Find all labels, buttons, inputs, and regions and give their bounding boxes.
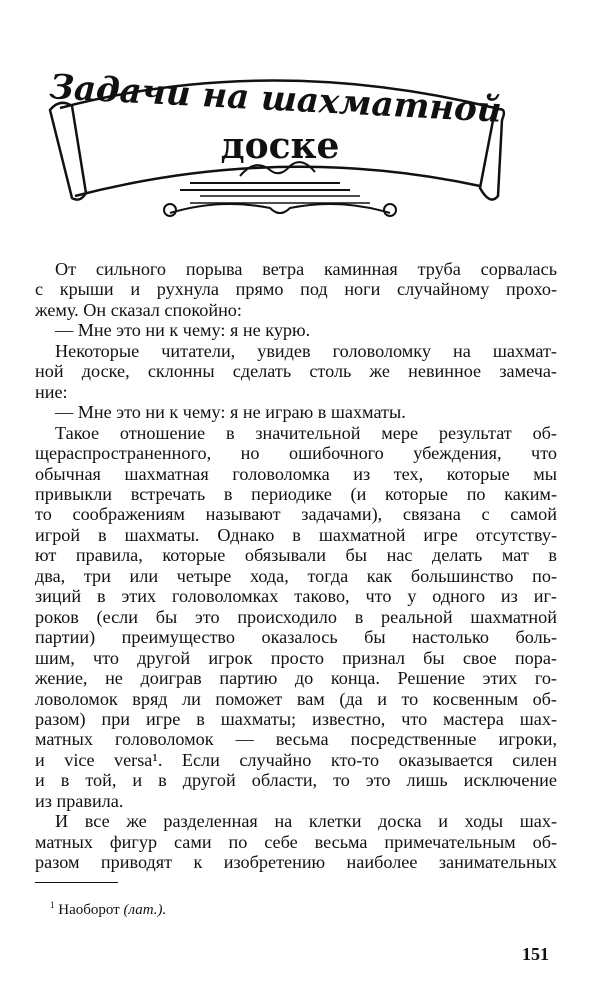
text-line: шим, что другой игрок просто признал бы свое пора- — [35, 647, 557, 668]
chapter-title-line-2: доске — [220, 125, 340, 167]
text-line: Такое отношение в значительной мере результат об- — [55, 422, 557, 443]
text-line: — Мне это ни к чему: я не играю в шахматы. — [55, 402, 406, 423]
text-line: два, три или четыре хода, тогда как большинство по- — [35, 565, 557, 586]
footnote-note: (лат.). — [123, 902, 167, 918]
footnote — [50, 902, 166, 919]
text-line: из правила. — [35, 790, 124, 811]
text-line: ют правила, которые обязывали бы нас делать мат в — [35, 545, 557, 566]
scroll-bottom-edge — [75, 167, 480, 196]
page-number: 151 — [522, 944, 549, 964]
footnote-separator — [35, 882, 118, 883]
text-line: зиций в этих головоломках таково, что у одного из иг- — [35, 586, 557, 607]
text-line: разом приводят к изобретению наиболее занимательных — [35, 852, 557, 873]
ornament-bottom — [170, 204, 390, 213]
text-line: разом) при игре в шахматы; известно, что мастера шах- — [35, 708, 557, 729]
text-line: Некоторые читатели, увидев головоломку на шахмат- — [55, 340, 557, 361]
text-line: обычная шахматная головоломка из тех, которые мы — [35, 463, 557, 484]
chapter-title-banner — [40, 58, 510, 233]
footnote-marker: 1 — [50, 900, 55, 910]
text-line: и в той, и в другой области, то это лишь исключение — [35, 770, 557, 791]
text-line: жему. Он сказал спокойно: — [35, 299, 242, 320]
chapter-title-line-1: Задачи на шахматной — [48, 67, 503, 131]
text-line: ние: — [35, 381, 68, 402]
footnote-text: Наоборот — [58, 902, 120, 918]
text-line: игрой в шахматы. Однако в шахматной игре отсутству- — [35, 524, 557, 545]
text-line: матных фигур сами по себе весьма примечательным об- — [35, 831, 557, 852]
text-line: с крыши и рухнула прямо под ноги случайному прохо- — [35, 279, 557, 300]
text-line: роков (если бы это происходило в реальной шахматной — [35, 606, 557, 627]
text-line: жение, не доиграв партию до конца. Решение этих го- — [35, 668, 557, 689]
text-line: От сильного порыва ветра каминная труба сорвалась — [55, 259, 557, 279]
text-line: партии) преимущество оказалось бы настолько боль- — [35, 627, 557, 648]
text-line: ной доске, склонны сделать столь же невинное замеча- — [35, 361, 557, 382]
text-line: матных головоломок — весьма посредственные игроки, — [35, 729, 557, 750]
text-line: И все же разделенная на клетки доска и ходы шах- — [55, 811, 557, 832]
text-line: ловоломок вряд ли поможет вам (да и то косвенным об- — [35, 688, 557, 709]
text-line: и vice versa¹. Если случайно кто-то оказывается силен — [35, 749, 557, 770]
text-line: — Мне это ни к чему: я не курю. — [55, 320, 311, 341]
text-line: то соображениям называют задачами), связана с самой — [35, 504, 557, 525]
text-line: привыкли встречать в периодике (и которые по каким- — [35, 483, 557, 504]
scroll-left-roll — [50, 103, 86, 200]
body-text — [35, 259, 557, 873]
text-line: щераспространенного, но ошибочного убеждения, что — [35, 443, 557, 464]
